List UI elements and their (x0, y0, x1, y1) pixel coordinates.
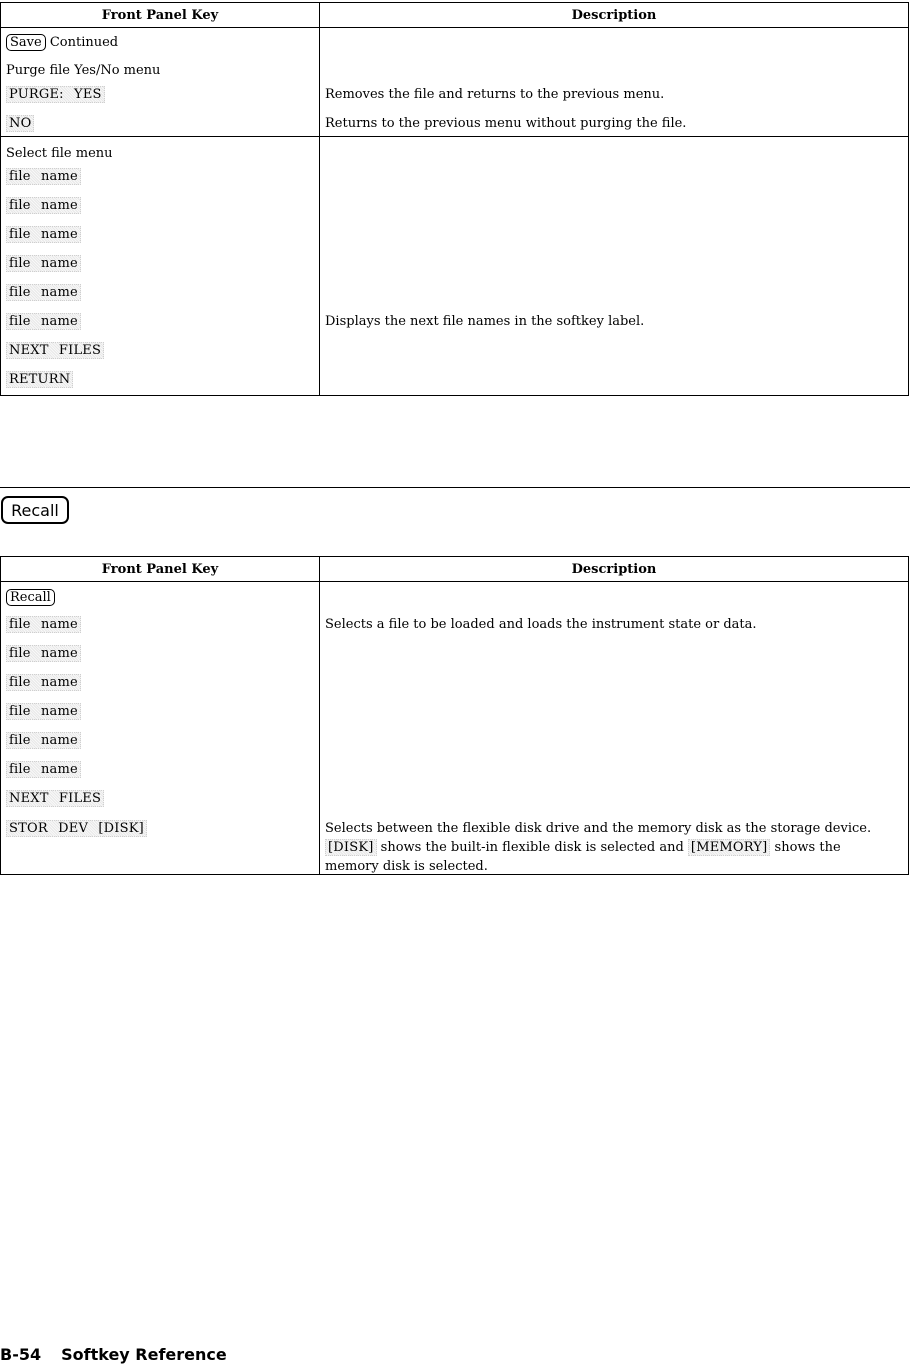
header-description: Description (571, 561, 657, 577)
table-row (1, 368, 908, 390)
file-name-softkey[interactable]: file name (6, 226, 81, 243)
file-name-softkey[interactable]: file name (6, 313, 81, 330)
file-name-softkey[interactable]: file name (6, 761, 81, 778)
save-hardkey[interactable]: Save (6, 34, 46, 51)
purge-menu-title: Purge file Yes/No menu (6, 62, 161, 78)
select-file-section (1, 137, 908, 395)
table-row (1, 729, 908, 751)
table-header (1, 557, 908, 582)
table-row (1, 758, 908, 780)
no-softkey[interactable]: NO (6, 115, 34, 132)
file-name-softkey[interactable]: file name (6, 674, 81, 691)
recall-hardkey[interactable]: Recall (6, 589, 55, 606)
save-continued-row (1, 31, 908, 53)
table-row (1, 671, 908, 693)
recall-menu-table (0, 556, 909, 875)
table-row (1, 642, 908, 664)
table-row (1, 787, 908, 809)
footer-title: Softkey Reference (61, 1345, 227, 1364)
row-description: Removes the file and returns to the previous menu. (325, 86, 665, 102)
header-front-panel-key: Front Panel Key (1, 557, 320, 581)
header-description: Description (571, 7, 657, 23)
disk-softkey-ref: [DISK] (325, 839, 377, 856)
file-name-softkey[interactable]: file name (6, 732, 81, 749)
stor-dev-softkey[interactable]: STOR DEV [DISK] (6, 820, 147, 837)
recall-section (1, 582, 908, 874)
table-row (1, 112, 908, 134)
continued-label: Continued (49, 34, 119, 50)
table-row (1, 223, 908, 245)
table-row (1, 281, 908, 303)
table-row (1, 83, 908, 105)
table-row (1, 339, 908, 361)
next-files-softkey[interactable]: NEXT FILES (6, 342, 104, 359)
select-menu-title: Select file menu (6, 145, 113, 161)
stor-desc-line1: Selects between the flexible disk drive and the memory disk as the storage device. (325, 821, 872, 836)
table-row (1, 194, 908, 216)
stor-dev-description (325, 819, 898, 876)
select-menu-title-row (1, 142, 908, 164)
table-row (1, 700, 908, 722)
page-number: B-54 (0, 1345, 42, 1364)
file-name-softkey[interactable]: file name (6, 197, 81, 214)
recall-hardkey-heading[interactable]: Recall (1, 496, 69, 524)
file-name-softkey[interactable]: file name (6, 616, 81, 633)
row-description: Displays the next file names in the softkey label. (325, 313, 645, 329)
save-menu-table (0, 2, 909, 396)
stor-desc-end: shows the memory disk is selected. (325, 840, 841, 874)
purge-yes-softkey[interactable]: PURGE: YES (6, 86, 105, 103)
row-description: Returns to the previous menu without purging the file. (325, 115, 687, 131)
section-rule (0, 487, 910, 488)
table-header (1, 3, 908, 28)
memory-softkey-ref: [MEMORY] (688, 839, 770, 856)
next-files-softkey[interactable]: NEXT FILES (6, 790, 104, 807)
file-name-softkey[interactable]: file name (6, 703, 81, 720)
return-softkey[interactable]: RETURN (6, 371, 73, 388)
file-name-softkey[interactable]: file name (6, 284, 81, 301)
page-footer (0, 1345, 227, 1364)
stor-desc-mid: shows the built-in flexible disk is selected and (380, 840, 684, 855)
file-name-softkey[interactable]: file name (6, 255, 81, 272)
purge-menu-title-row (1, 59, 908, 81)
file-name-softkey[interactable]: file name (6, 168, 81, 185)
header-front-panel-key: Front Panel Key (1, 3, 320, 27)
table-row (1, 165, 908, 187)
table-row (1, 613, 908, 635)
file-name-softkey[interactable]: file name (6, 645, 81, 662)
row-description: Selects a file to be loaded and loads the instrument state or data. (325, 616, 757, 632)
table-row (1, 310, 908, 332)
purge-section (1, 28, 908, 137)
table-row (1, 252, 908, 274)
recall-key-row (1, 586, 908, 608)
